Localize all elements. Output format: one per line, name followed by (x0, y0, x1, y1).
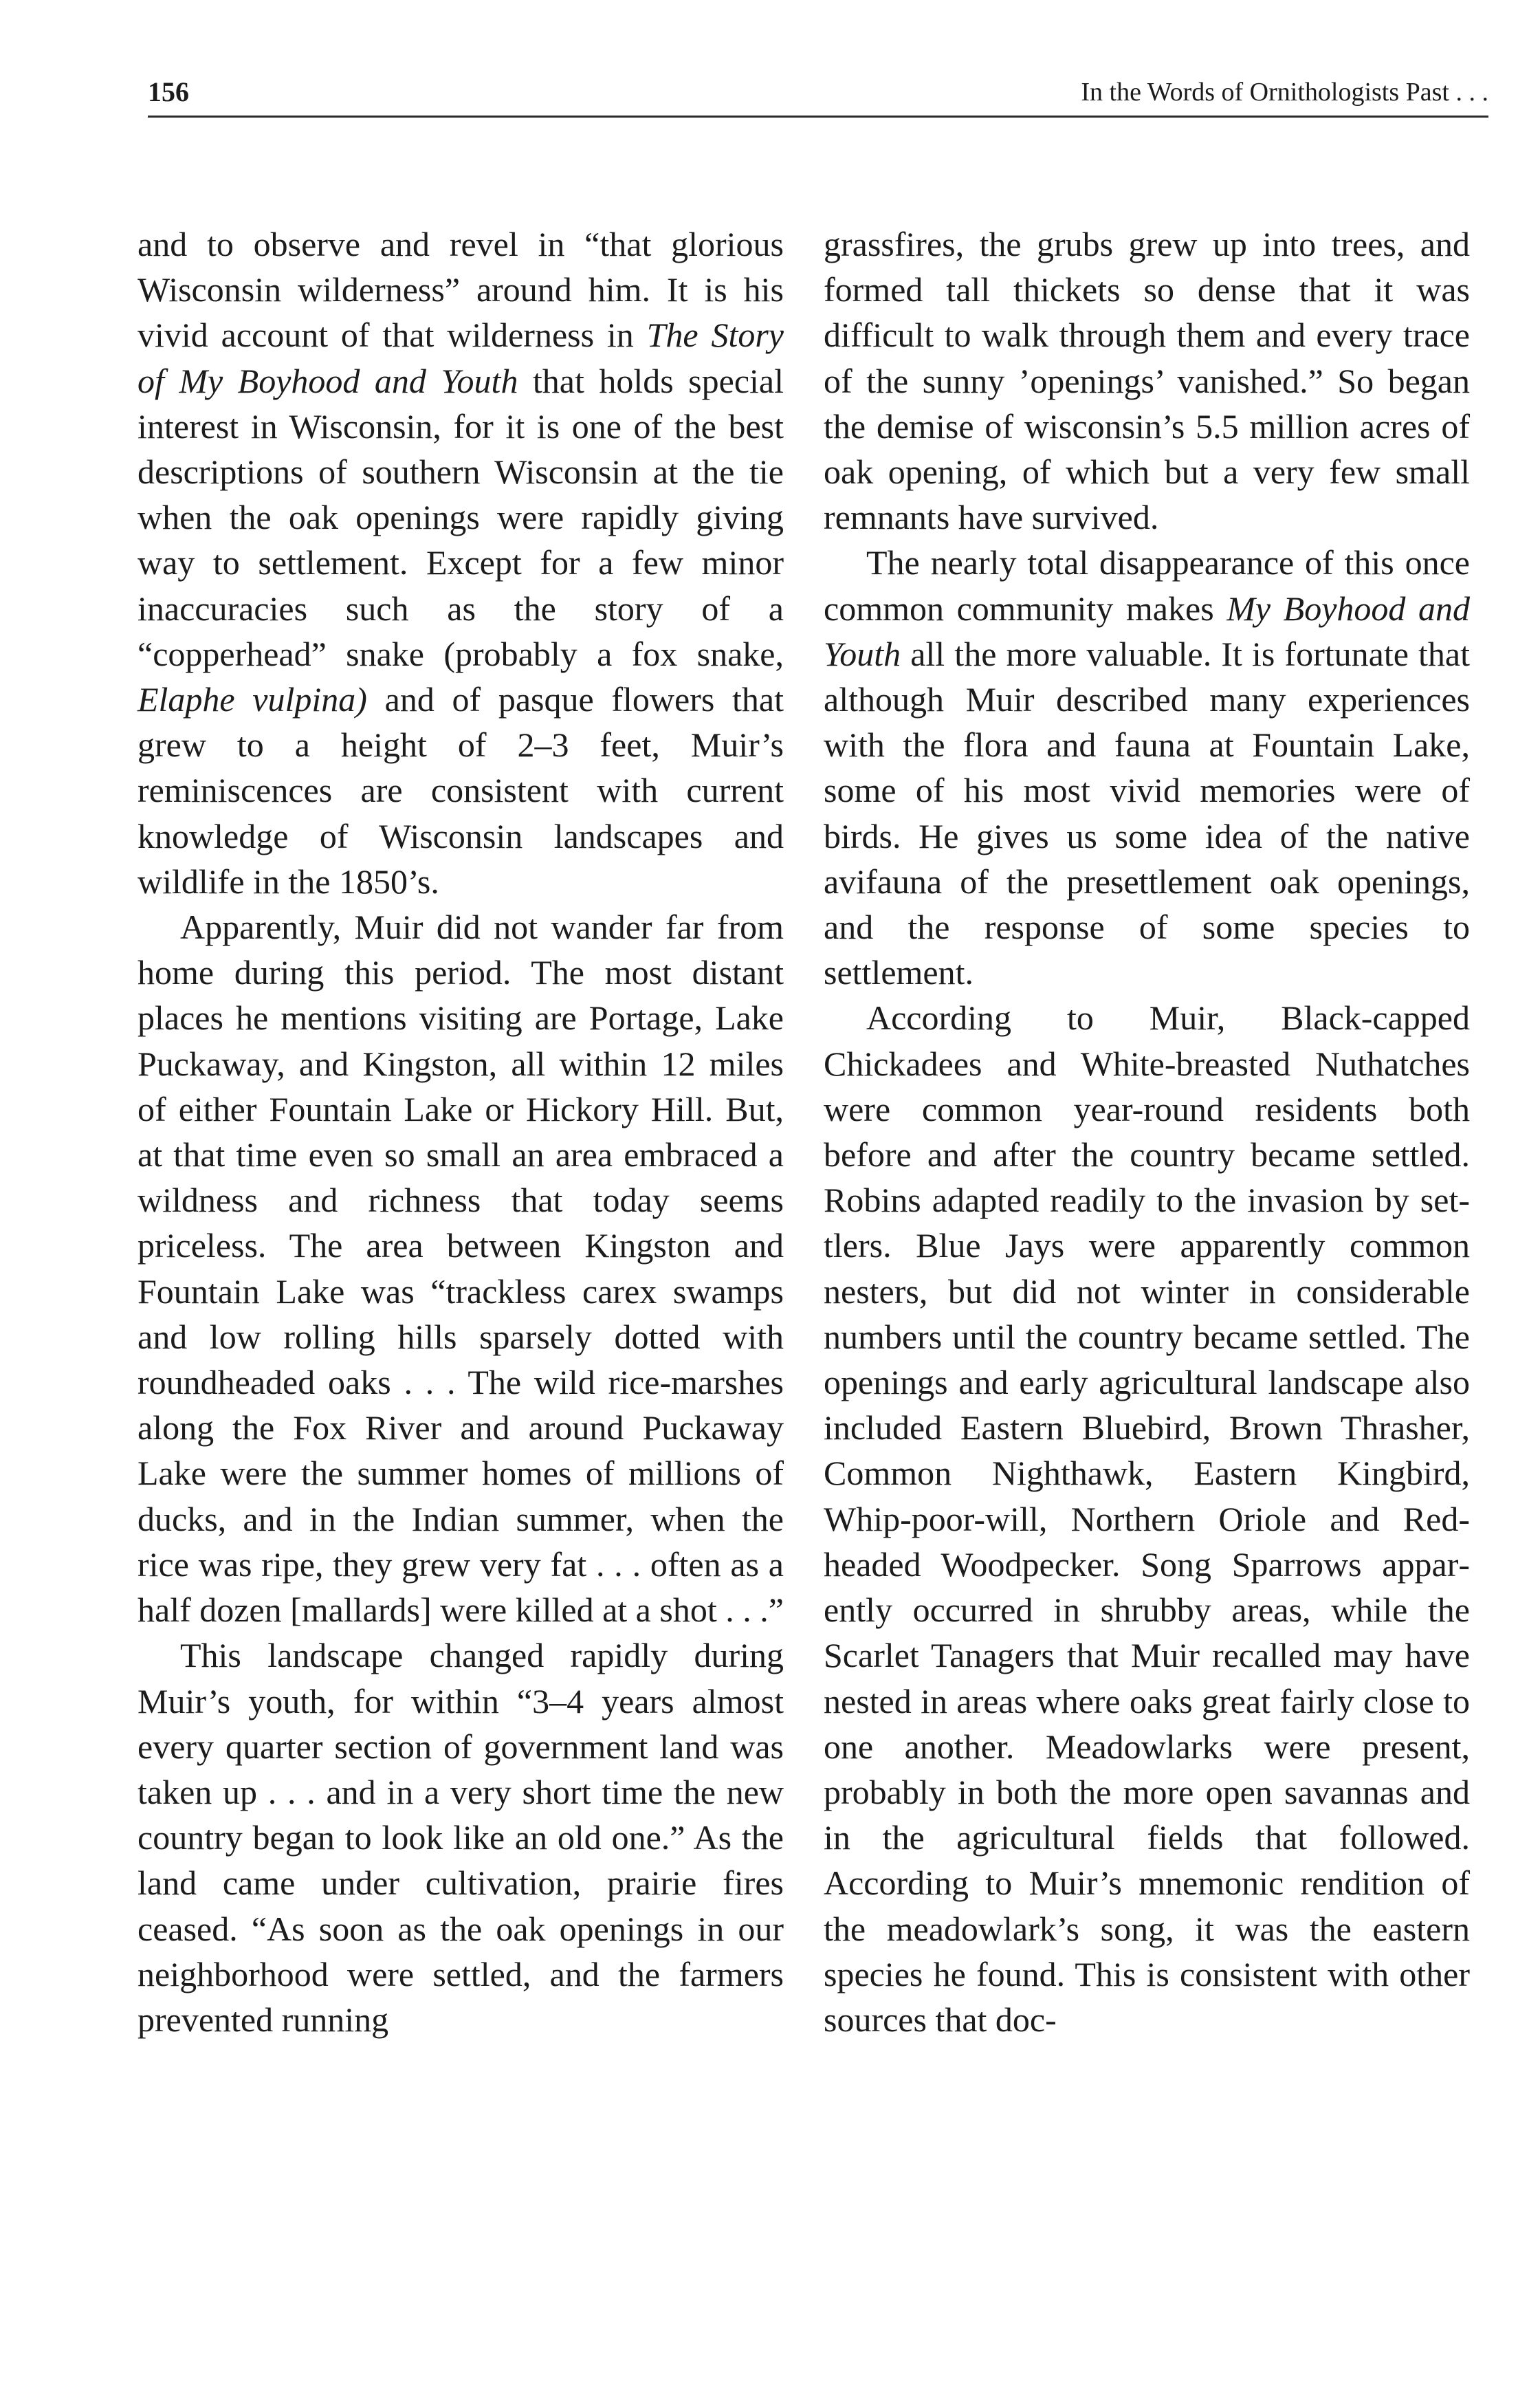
paragraph: According to Muir, Black-capped Chickadees and White-breasted Nuthatches were common year-round residents both before and after the country became settled. Robins adapted readily to the invasion by settlers. Blue Jays were apparently common nesters, but did not winter in considerable numbers until the country became settled. The openings and early agricultural landscape also included Eastern Bluebird, Brown Thrasher, Common Nighthawk, Eastern Kingbird, Whip-poor-will, Northern Oriole and Red-headed Woodpecker. Song Sparrows apparently occurred in shrubby areas, while the Scarlet Tanagers that Muir recalled may have nested in areas where oaks great fairly close to one another. Meadowlarks were present, probably in both the more open savannas and in the agricultural fields that followed. According to Muir’s mnemonic rendition of the meadowlark’s song, it was the eastern species he found. This is consistent with other sources that doc- (824, 998, 1470, 2039)
header-rule (148, 116, 1488, 118)
paragraph-text: that holds special interest in Wisconsin, for it is one of the best descriptions of southern Wisconsin at the tie when the oak openings were rapidly giving way to settlement. Except for a few minor inaccuracies such as the story of a “copperhead” snake (probably a fox snake, (138, 361, 784, 673)
left-column (138, 221, 784, 2042)
book-title: My Boyhood and Youth (824, 589, 1471, 673)
paragraph (138, 221, 784, 904)
paragraph-text: The nearly total disappearance of this once common community makes (824, 543, 1470, 628)
running-head: In the Words of Ornithologists Past . . . (1081, 78, 1488, 107)
page-header (148, 69, 1488, 114)
paragraph: This landscape changed rapidly during Muir’s youth, for within “3–4 years almost every quarter section of government land was taken up . . . and in a very short time the new country began to look like an old one.” As the land came under cultivation, prairie fires ceased. “As soon as the oak openings in our neighborhood were settled, and the farmers prevented running (138, 1636, 784, 2039)
paragraph-text: and to observe and revel in “that glorious Wisconsin wilderness” around him. It is his vivid account of that wilderness in (138, 225, 784, 355)
species-name: Elaphe vulpina) (138, 680, 367, 719)
paragraph: Apparently, Muir did not wander far from home during this period. The most distant places he mentions visiting are Portage, Lake Puckaway, and Kingston, all within 12 miles of either Fountain Lake or Hickory Hill. But, at that time even so small an area embraced a wildness and richness that today seems priceless. The area between Kingston and Fountain Lake was “trackless carex swamps and low rolling hills sparsely dotted with roundheaded oaks . . . The wild rice-marshes along the Fox River and around Puckaway Lake were the summer homes of millions of ducks, and in the Indian summer, when the rice was ripe, they grew very fat . . . often as a half dozen [mallards] were killed at a shot . . .” (138, 908, 784, 1630)
right-column (824, 221, 1470, 2042)
paragraph-text: all the more valuable. It is fortunate that although Muir described many experiences with the flora and fauna at Fountain Lake, some of his most vivid memories were of birds. He gives us some idea of the native avifauna of the presettlement oak openings, and the response of some species to settlement. (824, 634, 1470, 992)
paragraph (824, 540, 1470, 995)
paragraph: grassfires, the grubs grew up into trees, and formed tall thickets so dense that it was difficult to walk through them and every trace of the sunny ’openings’ vanished.” So began the demise of wisconsin’s 5.5 million acres of oak opening, of which but a very few small remnants have survived. (824, 225, 1470, 537)
book-title: The Story of My Boyhood and Youth (138, 316, 784, 400)
page-number: 156 (148, 76, 189, 107)
paragraph-text: and of pasque flowers that grew to a height of 2–3 feet, Muir’s reminiscences are consistent with current knowledge of Wisconsin landscapes and wildlife in the 1850’s. (138, 680, 784, 901)
